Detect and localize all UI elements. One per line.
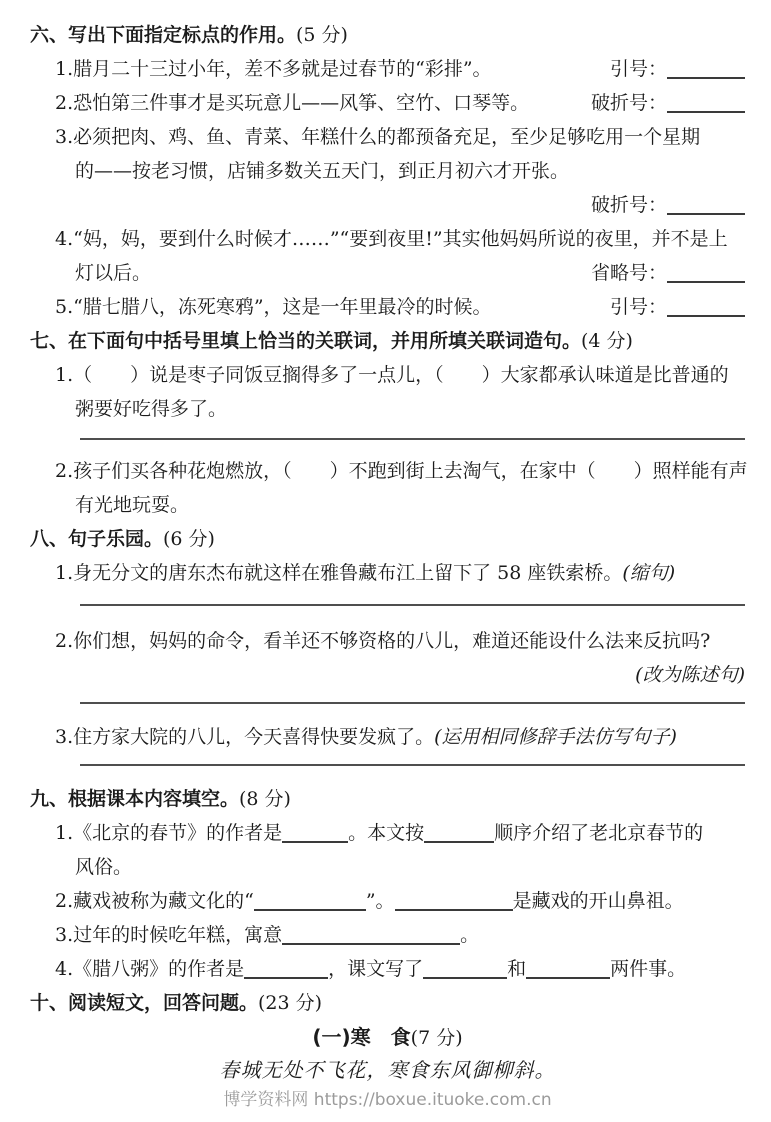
watermark-text: 博学资料网 https://boxue.ituoke.com.cn [223,1090,552,1110]
q6-item-5-label: 引号： [609,296,667,318]
section-ten-heading: 十、阅读短文，回答问题。 [30,992,259,1014]
q9-item-3-seg2: 。 [460,924,480,946]
section-eight [30,522,745,766]
q7-item-1-line2: 粥要好吃得多了。 [75,398,228,420]
q6-item-1-text: 1.腊月二十三过小年，差不多就是过春节的“彩排”。 [55,58,492,80]
q6-item-4-line1: 4.“妈，妈，要到什么时候才……”“要到夜里!”其实他妈妈所说的夜里，并不是上 [55,228,728,250]
section-ten-points: (23 分) [258,992,323,1014]
section-six-heading: 六、写出下面指定标点的作用。 [30,24,297,46]
section-seven-heading: 七、在下面句中括号里填上恰当的关联词，并用所填关联词造句。 [30,330,582,352]
fill-blank [244,965,328,979]
q7-item-1-line1: 1.（ ）说是枣子同饭豆搁得多了一点儿，（ ）大家都承认味道是比普通的 [55,364,729,386]
q6-item-5-answer [610,290,745,324]
fill-blank [526,965,610,979]
q9-item-4-seg3: 和 [507,958,527,980]
q7-item-2-line2: 有光地玩耍。 [75,494,190,516]
section-ten [30,986,745,1115]
q7-item-2-line1: 2.孩子们买各种花炮燃放，（ ）不跑到街上去淘气，在家中（ ）照样能有声 [55,460,748,482]
q6-item-2-label: 破折号： [590,92,667,114]
passage-points: (7 分) [410,1027,463,1049]
section-nine-heading: 九、根据课本内容填空。 [30,788,240,810]
fill-blank [282,931,460,945]
q9-item-2 [30,884,745,918]
section-eight-heading: 八、句子乐园。 [30,528,164,550]
poem-line: 春城无处不飞花，寒食东风御柳斜。 [219,1058,556,1082]
section-ten-title [30,986,745,1020]
q9-item-2-seg3: 是藏戏的开山鼻祖。 [512,890,684,912]
section-eight-title [30,522,745,556]
section-six-title [30,18,745,52]
q6-item-1-answer [610,52,745,86]
q9-item-3 [30,918,745,952]
passage-title-text: (一)寒 食 [312,1025,411,1049]
q6-item-4-text: 灯以后。 [75,262,152,284]
q8-item-3-text: 3.住方家大院的八儿，今天喜得快要发疯了。 [55,726,435,748]
fill-blank [424,829,494,843]
section-seven-title [30,324,745,358]
answer-line [80,764,745,766]
q8-item-1-note: (缩句) [622,562,676,584]
q8-item-2: 2.你们想，妈妈的命令，看羊还不够资格的八儿，难道还能设什么法来反抗吗? [55,630,711,652]
q8-item-3-note: (运用相同修辞手法仿写句子) [434,726,677,748]
answer-blank [667,269,745,283]
q9-item-4-seg2: ，课文写了 [328,958,424,980]
section-nine-points: (8 分) [239,788,291,810]
answer-line [80,702,745,704]
q9-item-1-line2: 风俗。 [75,856,133,878]
q9-item-1-seg3: 顺序介绍了老北京春节的 [494,822,704,844]
q8-item-3 [30,720,745,754]
q9-item-1-seg2: 。本文按 [348,822,425,844]
q6-item-3-label: 破折号： [590,194,667,216]
answer-blank [667,201,745,215]
q9-item-4 [30,952,745,986]
section-six [30,18,745,324]
q6-item-1-label: 引号： [609,58,667,80]
q6-item-3-line1: 3.必须把肉、鸡、鱼、青菜、年糕什么的都预备充足，至少足够吃用一个星期 [55,126,701,148]
q9-item-3-seg1: 3.过年的时候吃年糕，寓意 [55,924,283,946]
answer-blank [667,65,745,79]
q6-item-4-line2 [30,256,745,290]
section-eight-points: (6 分) [163,528,215,550]
q6-item-2-text: 2.恐怕第三件事才是买玩意儿——风筝、空竹、口琴等。 [55,92,530,114]
q6-item-2 [30,86,745,120]
section-six-points: (5 分) [296,24,348,46]
q9-item-4-seg4: 两件事。 [610,958,687,980]
q9-item-2-seg2: ”。 [365,890,395,912]
q6-item-5 [30,290,745,324]
fill-blank [395,897,513,911]
section-nine [30,782,745,986]
q8-item-1-text: 1.身无分文的唐东杰布就这样在雅鲁藏布江上留下了 58 座铁索桥。 [55,562,623,584]
q6-item-5-text: 5.“腊七腊八，冻死寒鸦”，这是一年里最冷的时候。 [55,296,492,318]
fill-blank [254,897,366,911]
q6-item-1 [30,52,745,86]
q6-item-2-answer [591,86,745,120]
q9-item-4-seg1: 4.《腊八粥》的作者是 [55,958,245,980]
reading-passage-title [30,1020,745,1055]
q8-item-1 [30,556,745,590]
q9-item-1-line1 [30,816,745,850]
q8-item-2-note: (改为陈述句) [635,664,745,686]
answer-blank [667,303,745,317]
q6-item-4-label: 省略号： [590,262,667,284]
fill-blank [282,829,348,843]
q6-item-3-answer [30,188,745,222]
q9-item-2-seg1: 2.藏戏被称为藏文化的“ [55,890,254,912]
answer-line [80,604,745,606]
q9-item-1-seg1: 1.《北京的春节》的作者是 [55,822,283,844]
section-seven [30,324,748,522]
answer-line [80,438,745,440]
section-nine-title [30,782,745,816]
q6-item-3-line2: 的——按老习惯，店铺多数关五天门，到正月初六才开张。 [75,160,570,182]
section-seven-points: (4 分) [581,330,633,352]
q6-item-4-answer [591,256,745,290]
answer-blank [667,99,745,113]
fill-blank [423,965,507,979]
